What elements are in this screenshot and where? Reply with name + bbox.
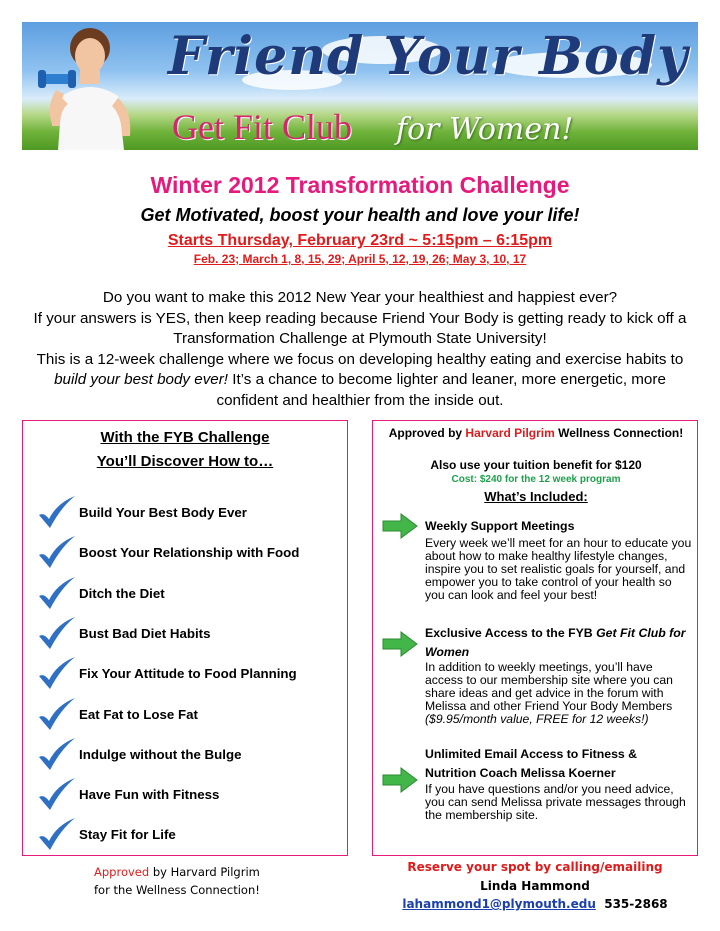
checkmark-icon	[35, 777, 77, 813]
checkmark-icon	[35, 737, 77, 773]
intro-p1: Do you want to make this 2012 New Year your healthiest and happiest ever?	[102, 289, 618, 306]
benefit-label: Have Fun with Fitness	[79, 787, 220, 803]
tuition-note: Also use your tuition benefit for $120	[430, 458, 642, 472]
challenge-title: Winter 2012 Transformation Challenge	[150, 172, 570, 198]
checkmark-icon	[35, 656, 77, 692]
benefit-label: Eat Fat to Lose Fat	[79, 706, 198, 722]
checkmark-icon	[35, 697, 77, 733]
benefits-subheading: You’ll Discover How to…	[96, 453, 274, 470]
cost-note: Cost: $240 for the 12 week program	[451, 474, 621, 485]
checkmark-icon	[35, 495, 77, 531]
footer-approved-note: Approved by Harvard Pilgrim for the Wellness Connection!	[94, 865, 260, 897]
feature-weekly-meetings-body: Every week we’ll meet for an hour to educate you about how to make healthy lifestyle changes, inspire you to set realistic goals for yourself, and empower you to take control of your health so you can look and feel your best!	[425, 536, 692, 602]
green-arrow-icon	[381, 511, 419, 541]
checkmark-icon	[35, 576, 77, 612]
banner-for-women: for Women!	[396, 112, 574, 147]
benefit-label: Stay Fit for Life	[79, 827, 176, 843]
feature-email-access-title: Unlimited Email Access to Fitness & Nutrition Coach Melissa Koerner	[425, 747, 638, 780]
checkmark-icon	[35, 616, 77, 652]
approved-note: Approved by Harvard Pilgrim Wellness Connection!	[388, 426, 684, 440]
feature-weekly-meetings-title: Weekly Support Meetings	[425, 519, 575, 533]
banner-getfit: Get Fit Club	[172, 107, 353, 147]
included-box	[372, 420, 698, 856]
reserve-note: Reserve your spot by calling/emailing	[407, 860, 663, 874]
feature-email-access-body: If you have questions and/or you need advice, you can send Melissa private messages through the membership site.	[425, 782, 686, 822]
benefits-box	[22, 420, 348, 856]
start-time: Starts Thursday, February 23rd ~ 5:15pm – 6:15pm	[167, 232, 553, 249]
contact-name: Linda Hammond	[480, 879, 590, 893]
benefit-item	[23, 823, 347, 863]
banner-image	[22, 22, 698, 150]
banner-title: Friend Your Body	[168, 26, 689, 87]
checkmark-icon	[35, 535, 77, 571]
green-arrow-icon	[381, 629, 419, 659]
checkmark-icon	[35, 817, 77, 853]
intro-text	[32, 288, 688, 411]
contact-line	[372, 897, 698, 911]
benefit-label: Bust Bad Diet Habits	[79, 625, 211, 641]
intro-p3: This is a 12-week challenge where we focus on developing healthy eating and exercise habits to build your best body ever! It’s a chance to become lighter and leaner, more energetic, more confident and healthier from the inside out.	[36, 350, 684, 409]
benefit-label: Indulge without the Bulge	[79, 746, 242, 762]
contact-phone: 535-2868	[604, 897, 668, 911]
benefit-label: Ditch the Diet	[79, 585, 165, 601]
included-heading: What’s Included:	[484, 489, 588, 504]
benefit-label: Build Your Best Body Ever	[79, 505, 247, 520]
benefit-label: Boost Your Relationship with Food	[79, 545, 300, 561]
benefits-heading: With the FYB Challenge	[100, 429, 270, 446]
green-arrow-icon	[381, 765, 419, 795]
session-dates: Feb. 23; March 1, 8, 15, 29; April 5, 12, 19, 26; May 3, 10, 17	[193, 252, 527, 266]
feature-exclusive-access-body: In addition to weekly meetings, you’ll have access to our membership site where you can share ideas and get advice in the forum with Melissa and other Friend Your Body Members ($9.95/month value, FREE for 12 weeks!)	[425, 660, 673, 726]
contact-email-link[interactable]: lahammond1@plymouth.edu	[402, 897, 596, 911]
intro-p2: If your answers is YES, then keep reading because Friend Your Body is getting ready to kick off a Transformation Challenge at Plymouth State University!	[33, 309, 687, 347]
feature-exclusive-access-title: Exclusive Access to the FYB Get Fit Club for Women	[425, 626, 686, 659]
woman-with-dumbbell-illustration	[32, 26, 150, 150]
benefit-label: Fix Your Attitude to Food Planning	[79, 666, 297, 682]
challenge-subtitle: Get Motivated, boost your health and love your life!	[140, 205, 580, 225]
